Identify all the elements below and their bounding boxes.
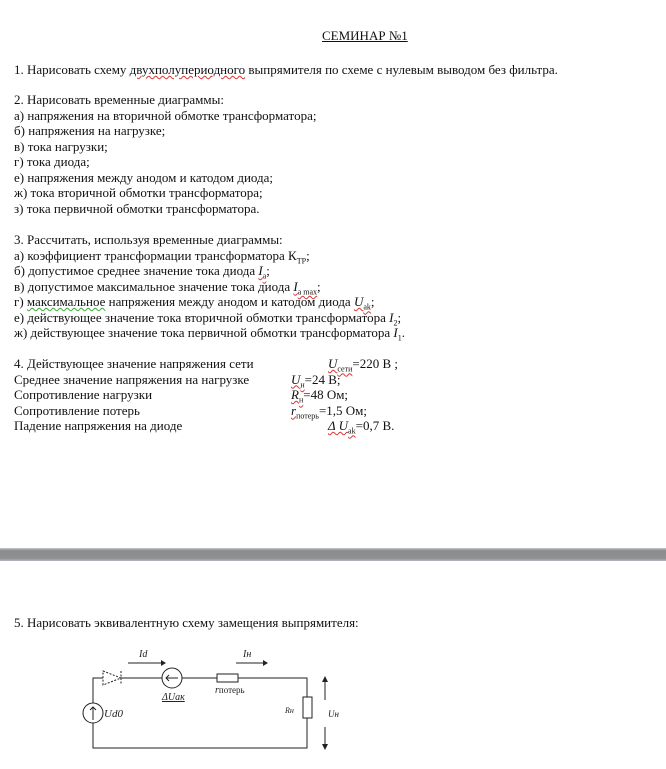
task-2-item: б) напряжения на нагрузке;	[14, 123, 166, 138]
task-5-heading: 5. Нарисовать эквивалентную схему замещения выпрямителя:	[14, 615, 359, 630]
symbol: Δ U	[328, 418, 349, 433]
item-text: в) допустимое максимальное значение тока диода	[14, 278, 294, 294]
arrow-left-icon	[166, 675, 178, 681]
subscript: сети	[337, 364, 353, 374]
symbol: R	[291, 387, 299, 402]
item-end: ;	[397, 309, 402, 325]
param-label: 4. Действующее значение напряжения сети	[14, 356, 254, 371]
item-text: б) допустимое среднее значение тока диода	[14, 263, 259, 278]
resistor-load	[303, 697, 312, 718]
label-ud0: Ud0	[104, 708, 123, 720]
task-2-item: з) тока первичной обмотки трансформатора.	[14, 200, 260, 216]
param-label: Падение напряжения на диоде	[14, 418, 183, 433]
subscript: ak	[348, 426, 356, 436]
param-value	[328, 418, 394, 439]
value: =1,5 Ом;	[318, 402, 367, 418]
task1-misspelled-word: двухполупериодного	[129, 62, 246, 77]
subscript: н	[298, 395, 304, 405]
item-text: а) коэффициент трансформации трансформатора К	[14, 247, 297, 263]
task-2-item: е) напряжения между анодом и катодом диода;	[14, 169, 274, 185]
circuit-wire	[93, 678, 307, 748]
symbol: r	[291, 402, 297, 418]
r-subscript: потерь	[218, 685, 245, 695]
symbol: U	[353, 294, 364, 309]
page-break	[0, 548, 666, 561]
subscript: ТР	[296, 256, 307, 266]
item-end: ;	[370, 294, 375, 309]
item-end: ;	[317, 278, 321, 294]
label-un: Uн	[328, 709, 339, 719]
symbol: I	[389, 309, 394, 325]
param-label: Сопротивление потерь	[14, 402, 140, 418]
item-end: .	[401, 325, 405, 340]
task-1	[14, 62, 558, 77]
task-2-item: г) тока диода;	[14, 154, 90, 169]
label-id: Id	[139, 649, 148, 660]
symbol: I	[393, 325, 398, 340]
r-symbol: r	[215, 685, 219, 696]
param-label: Сопротивление нагрузки	[14, 387, 153, 402]
page-title: СЕМИНАР №1	[322, 28, 408, 43]
resistor-r-loss	[217, 674, 238, 682]
item-end: ;	[266, 263, 270, 278]
subscript: a max	[297, 287, 318, 297]
equivalent-circuit	[0, 630, 666, 769]
value: =24 В;	[304, 371, 341, 387]
item-text: напряжения между анодом и катодом диода	[105, 294, 354, 309]
task-2-item: в) тока нагрузки;	[14, 138, 108, 154]
item-prefix: г)	[14, 294, 27, 309]
subscript: a	[262, 271, 267, 281]
label-r-loss	[215, 685, 245, 696]
symbol: U	[291, 371, 301, 387]
label-rn: Rн	[285, 706, 294, 715]
symbol: U	[328, 356, 338, 371]
value: =220 В ;	[352, 356, 398, 371]
item-text: е) действующее значение тока вторичной обмотки трансформатора	[14, 309, 390, 325]
task1-text-end: выпрямителя по схеме с нулевым выводом без фильтра.	[245, 62, 558, 77]
task-2-item: ж) тока вторичной обмотки трансформатора;	[14, 185, 263, 200]
value: =48 Ом;	[303, 387, 349, 402]
grammar-flagged-word: максимальное	[26, 294, 106, 309]
value: =0,7 В.	[355, 418, 395, 433]
symbol: I	[258, 263, 263, 278]
item-text: ж) действующее значение тока первичной обмотки трансформатора	[14, 325, 394, 340]
task-3-heading: 3. Рассчитать, используя временные диаграммы:	[14, 232, 283, 247]
subscript: 1	[397, 333, 402, 343]
symbol: I	[293, 278, 298, 294]
task-3-item-zh	[14, 325, 405, 346]
label-dUak: ΔUак	[162, 692, 185, 703]
subscript: н	[300, 380, 305, 390]
diode-icon	[103, 671, 121, 685]
param-label: Среднее значение напряжения на нагрузке	[14, 371, 250, 387]
arrow-up-icon	[90, 707, 96, 720]
subscript: 2	[393, 318, 398, 328]
subscript: ak	[363, 302, 371, 312]
task-2-item: а) напряжения на вторичной обмотке трансформатора;	[14, 107, 317, 123]
item-end: ;	[306, 247, 310, 263]
label-in: Iн	[243, 649, 252, 660]
task-2-heading: 2. Нарисовать временные диаграммы:	[14, 92, 224, 107]
task1-text: 1. Нарисовать схему	[14, 62, 130, 77]
subscript: потерь	[296, 411, 319, 421]
